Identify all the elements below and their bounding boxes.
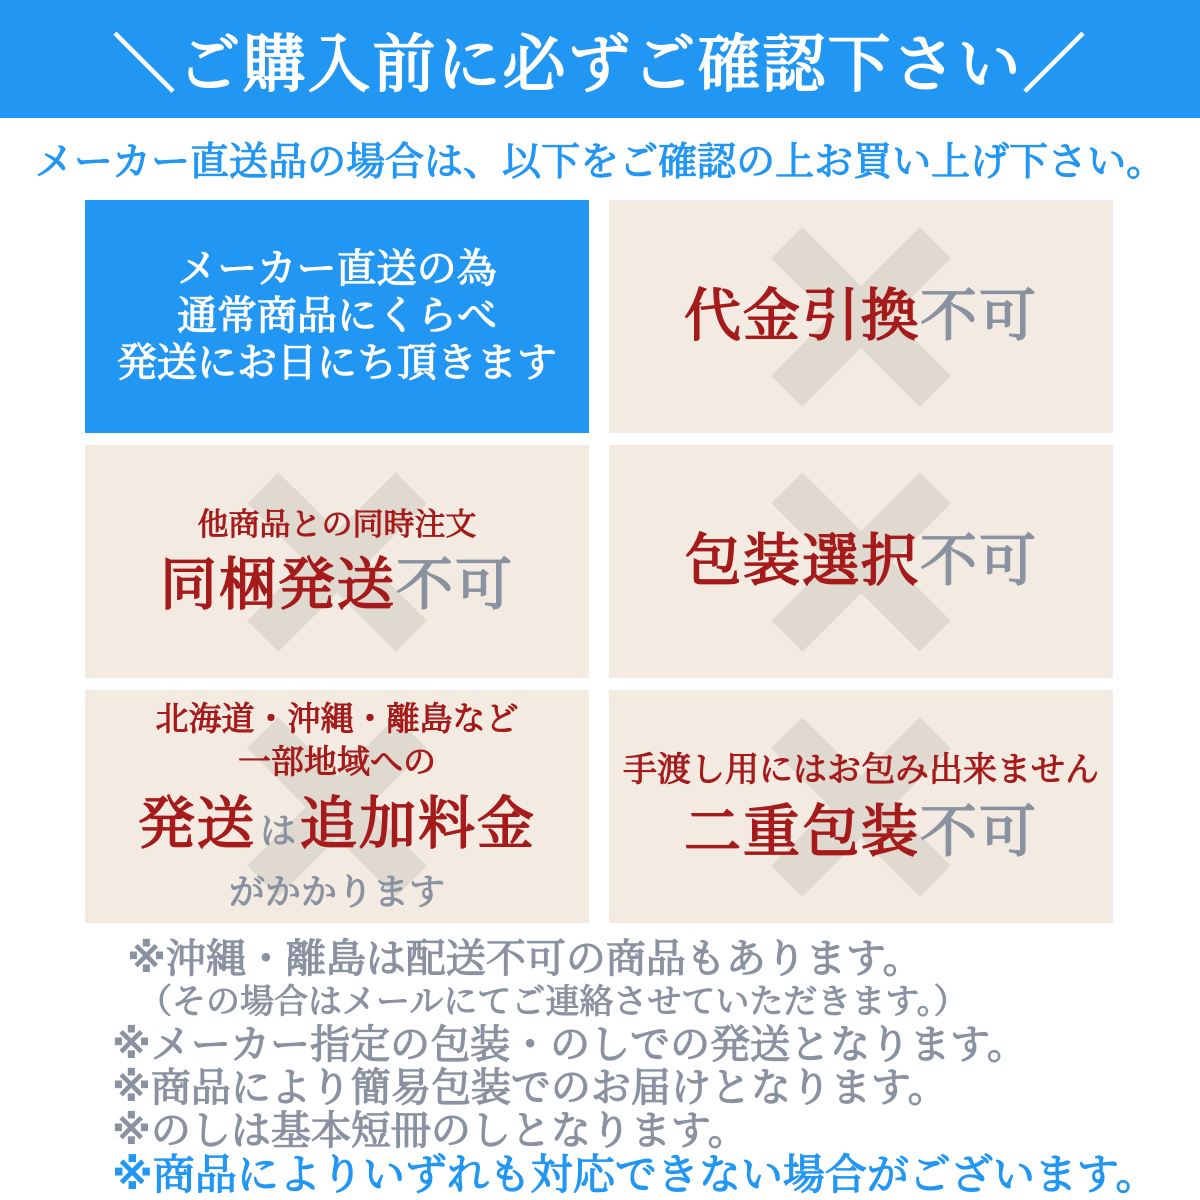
double-wrap-box bbox=[609, 690, 1113, 923]
remote-fee-big-1: 発送 bbox=[137, 792, 256, 857]
bundle-label: 同梱発送 bbox=[160, 552, 396, 617]
double-wrap-label: 二重包装 bbox=[684, 799, 920, 864]
note-line: ※商品により簡易包装でのお届けとなります。 bbox=[112, 1066, 948, 1110]
direct-shipping-line-2: 通常商品にくらべ bbox=[177, 293, 497, 338]
double-wrap-text bbox=[684, 800, 1038, 866]
bundle-text bbox=[160, 553, 514, 619]
direct-shipping-box bbox=[85, 200, 589, 433]
direct-shipping-line-1: メーカー直送の為 bbox=[177, 246, 497, 291]
bundle-note: 他商品との同時注文 bbox=[197, 506, 477, 542]
wrap-select-text bbox=[684, 529, 1038, 595]
bundle-suffix: 不可 bbox=[396, 552, 514, 617]
cod-unavailable-box bbox=[609, 200, 1113, 433]
remote-fee-particle: は bbox=[259, 810, 296, 852]
cod-label: 代金引換 bbox=[684, 283, 920, 348]
direct-shipping-line-3: 発送にお日にち頂きます bbox=[117, 341, 557, 386]
remote-area-fee-box bbox=[85, 690, 589, 923]
wrap-select-label: 包装選択 bbox=[684, 528, 920, 593]
remote-area-note-2: 一部地域への bbox=[238, 743, 436, 781]
cod-suffix: 不可 bbox=[920, 283, 1038, 348]
note-line: （その場合はメールにてご連絡させていただきます。） bbox=[138, 983, 968, 1021]
header-banner bbox=[0, 0, 1200, 118]
notice-grid bbox=[85, 200, 1113, 923]
subtitle-strip bbox=[0, 118, 1200, 200]
note-line: ※のしは基本短冊のしとなります。 bbox=[112, 1109, 748, 1153]
direct-shipping-text bbox=[117, 246, 557, 388]
remote-area-note-1: 北海道・沖縄・離島など bbox=[155, 700, 519, 738]
bundle-shipping-box bbox=[85, 445, 589, 678]
remote-area-note-3: がかかります bbox=[228, 870, 445, 912]
double-wrap-suffix: 不可 bbox=[920, 799, 1038, 864]
remote-fee-big-2: 追加料金 bbox=[300, 792, 536, 857]
cod-unavailable-text bbox=[684, 284, 1038, 350]
note-line: ※商品によりいずれも対応できない場合がございます。 bbox=[112, 1151, 1158, 1198]
note-line: ※沖縄・離島は配送不可の商品もあります。 bbox=[127, 937, 923, 981]
wrap-select-suffix: 不可 bbox=[920, 528, 1038, 593]
subtitle-text: メーカー直送品の場合は、以下をご確認の上お買い上げ下さい。 bbox=[34, 141, 1166, 184]
header-title: ＼ご購入前に必ずご確認下さい／ bbox=[112, 29, 1088, 100]
footer-notes bbox=[0, 938, 1200, 1196]
wrap-select-box bbox=[609, 445, 1113, 678]
note-line: ※メーカー指定の包装・のしでの発送となります。 bbox=[112, 1023, 1027, 1067]
remote-area-fee-text bbox=[138, 792, 536, 858]
double-wrap-note: 手渡し用にはお包み出来ません bbox=[623, 750, 1099, 789]
